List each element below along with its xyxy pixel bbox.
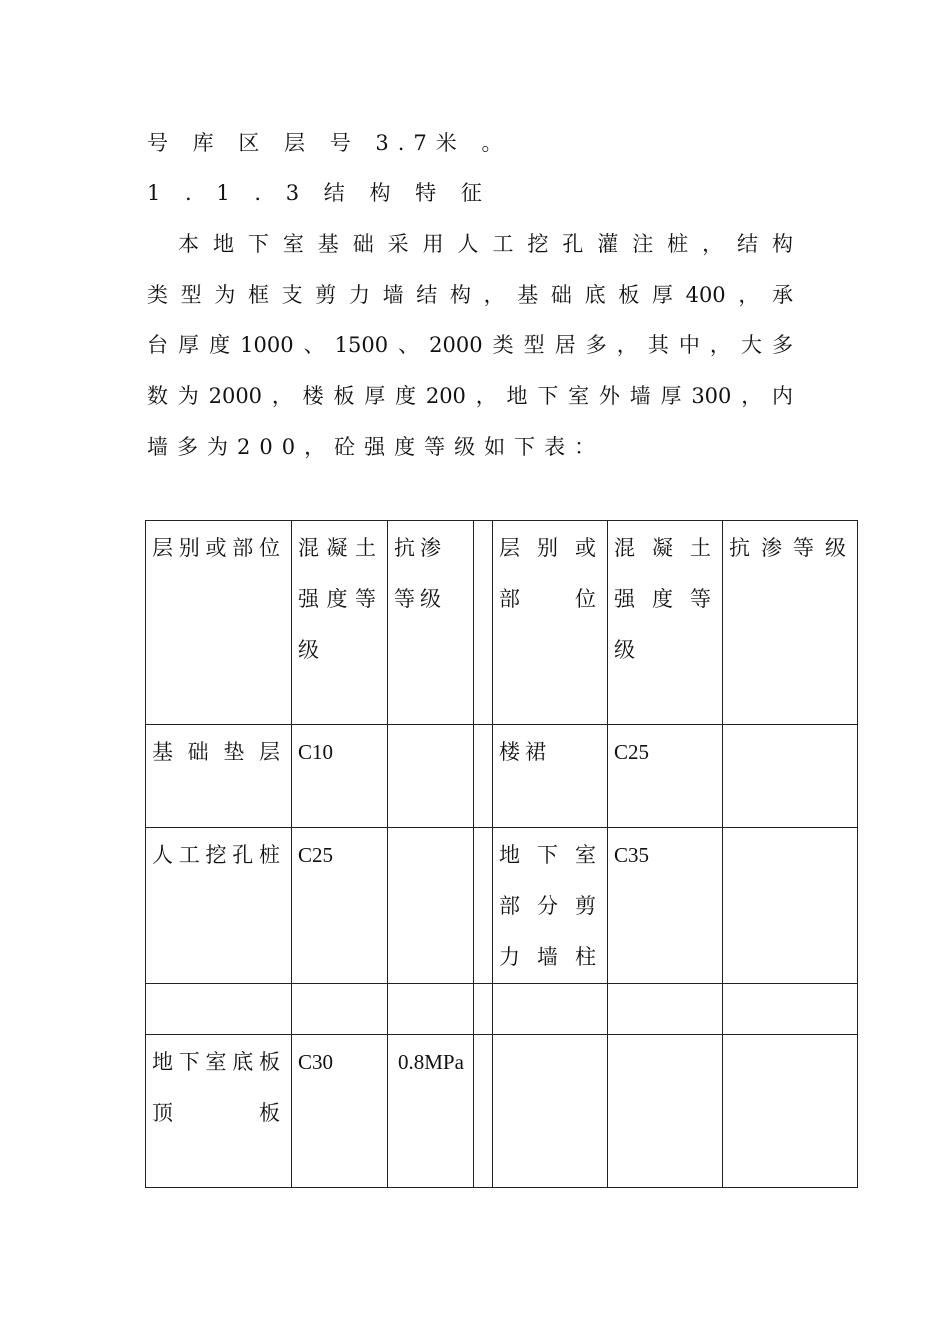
header-concrete-grade-2: 混凝土强度等级 [608, 521, 723, 725]
cell-impermeability-2 [723, 828, 858, 984]
cell-impermeability: 0.8MPa [388, 1035, 474, 1188]
cell-impermeability [388, 984, 474, 1035]
table-row [146, 828, 858, 984]
cell-grade-2 [608, 1035, 723, 1188]
cell-spacer [474, 1035, 493, 1188]
paragraph-line-3: 类型为框支剪力墙结构，基础底板厚400，承 [147, 283, 793, 307]
header-location-2: 层别或部位 [493, 521, 608, 725]
cell-location-2: 楼裙 [493, 725, 608, 828]
paragraph-line-6: 墙多为200，砼强度等级如下表： [147, 435, 605, 459]
cell-grade-2: C25 [608, 725, 723, 828]
cell-location [146, 984, 292, 1035]
cell-grade-2: C35 [608, 828, 723, 984]
paragraph-line-2: 本地下室基础采用人工挖孔灌注桩，结构 [178, 232, 793, 256]
header-impermeability: 抗渗等级 [388, 521, 474, 725]
paragraph-line-1: 号 库 区 层 号 3.7米 。 [147, 131, 512, 155]
paragraph-line-5: 数为2000，楼板厚度200，地下室外墙厚300，内 [147, 384, 793, 408]
cell-spacer [474, 828, 493, 984]
cell-impermeability [388, 725, 474, 828]
header-spacer [474, 521, 493, 725]
cell-location: 地下室底板顶板 [146, 1035, 292, 1188]
cell-impermeability-2 [723, 984, 858, 1035]
table-row [146, 984, 858, 1035]
cell-grade: C30 [292, 1035, 388, 1188]
cell-location-2: 地下室部分剪力墙柱 [493, 828, 608, 984]
cell-location: 基础垫层 [146, 725, 292, 828]
header-impermeability-2: 抗渗等级 [723, 521, 858, 725]
cell-location-2 [493, 984, 608, 1035]
cell-spacer [474, 725, 493, 828]
table-header-row [146, 521, 858, 725]
cell-spacer [474, 984, 493, 1035]
table-row [146, 725, 858, 828]
cell-impermeability-2 [723, 725, 858, 828]
cell-location: 人工挖孔桩 [146, 828, 292, 984]
cell-grade-2 [608, 984, 723, 1035]
paragraph-line-4: 台厚度1000、1500、2000类型居多，其中，大多 [147, 333, 793, 357]
cell-grade: C25 [292, 828, 388, 984]
cell-impermeability-2 [723, 1035, 858, 1188]
header-concrete-grade: 混凝土强度等级 [292, 521, 388, 725]
section-heading: 1 . 1 . 3 结 构 特 征 [147, 181, 491, 205]
cell-grade [292, 984, 388, 1035]
cell-grade: C10 [292, 725, 388, 828]
cell-location-2 [493, 1035, 608, 1188]
header-location: 层别或部位 [146, 521, 292, 725]
cell-impermeability [388, 828, 474, 984]
concrete-grade-table [145, 520, 858, 1188]
table-row [146, 1035, 858, 1188]
